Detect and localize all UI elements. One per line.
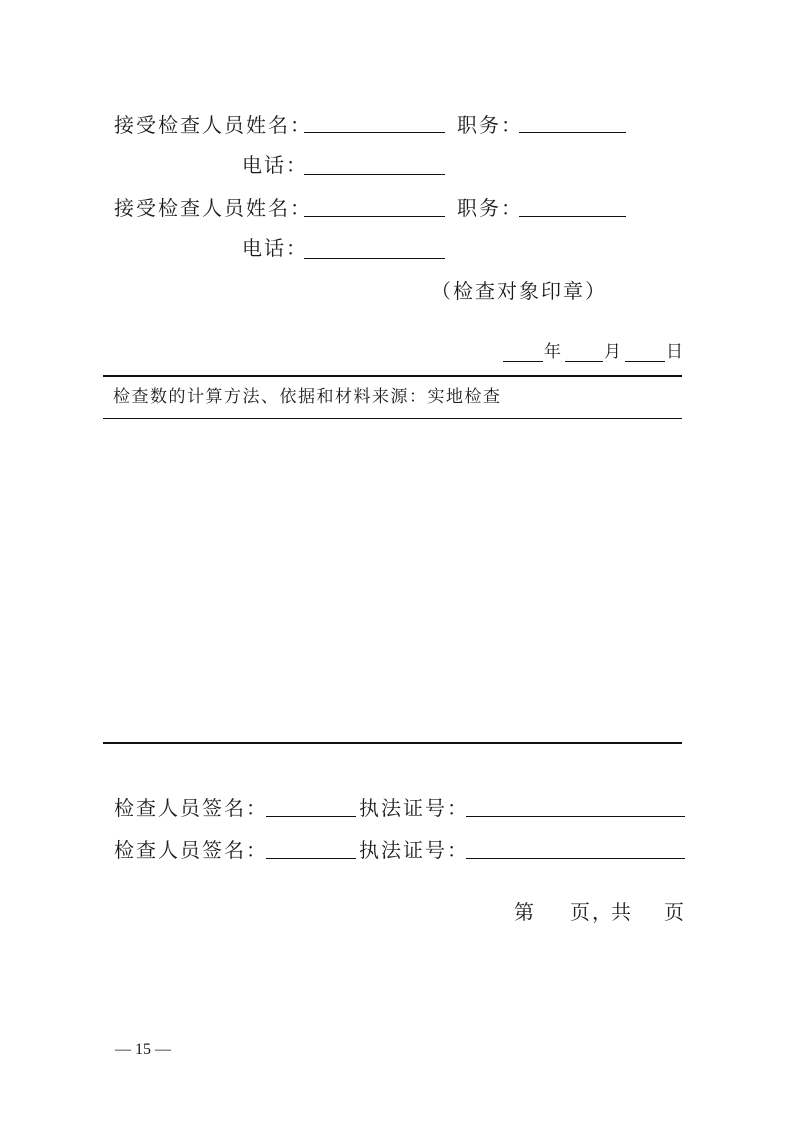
pagination-page-unit: 页， [570,900,614,924]
date-day-label: 日 [666,342,685,362]
date-day-field[interactable] [625,361,665,362]
inspected-person-name-field-1[interactable] [304,132,445,133]
page-number: — 15 — [115,1041,171,1058]
date-year-field[interactable] [503,361,543,362]
inspected-person-name-field-2[interactable] [304,216,445,217]
date-year-label: 年 [544,342,563,362]
method-content-area[interactable] [103,420,682,740]
inspected-person-title-label-2: 职务： [457,196,523,220]
seal-note: （检查对象印章） [431,279,607,303]
method-line [113,386,502,408]
inspected-person-phone-label-1: 电话： [242,153,308,177]
inspected-person-phone-field-1[interactable] [304,174,445,175]
pagination-total-unit: 页 [664,900,686,924]
section-bottom-rule [103,742,682,744]
inspector-sign-label-1: 检查人员签名： [114,796,268,820]
method-divider [103,418,682,419]
inspected-person-name-label-1: 接受检查人员姓名： [114,113,312,137]
inspected-person-title-label-1: 职务： [457,113,523,137]
pagination-page-label: 第 [514,900,536,924]
date-month-label: 月 [604,342,623,362]
method-value: 实地检查 [427,387,502,407]
inspector-sign-label-2: 检查人员签名： [114,838,268,862]
section-top-rule [103,375,682,377]
inspector-cert-field-1[interactable] [466,816,685,817]
inspector-cert-label-2: 执法证号： [359,838,469,862]
inspected-person-phone-label-2: 电话： [242,236,308,260]
inspector-sign-field-1[interactable] [266,816,356,817]
date-month-field[interactable] [565,361,603,362]
inspector-cert-label-1: 执法证号： [359,796,469,820]
inspected-person-phone-field-2[interactable] [304,258,445,259]
inspected-person-title-field-2[interactable] [519,216,626,217]
inspector-sign-field-2[interactable] [266,858,356,859]
method-label: 检查数的计算方法、依据和材料来源： [113,387,428,407]
inspector-cert-field-2[interactable] [466,858,685,859]
inspected-person-name-label-2: 接受检查人员姓名： [114,196,312,220]
inspected-person-title-field-1[interactable] [519,132,626,133]
pagination-total-label: 共 [611,900,633,924]
